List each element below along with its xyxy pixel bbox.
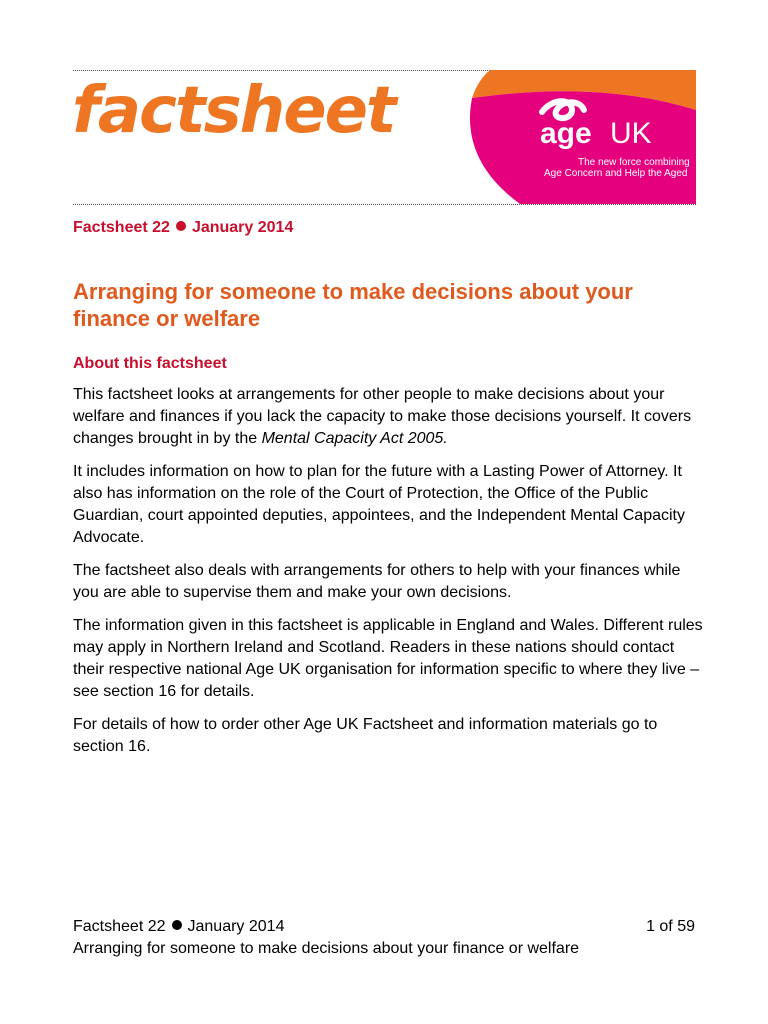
paragraph: The information given in this factsheet is applicable in England and Wales. Different rules may apply in Northern Ireland and Scotland. Readers in these nations should contact their respective national Age UK organisation for information specific to where they live – see section 16 for details. <box>73 617 703 700</box>
factsheet-logo: factsheet <box>72 74 395 148</box>
bullet-dot <box>176 221 186 231</box>
brand-name-uk: UK <box>610 117 652 150</box>
brand-tagline-line2: Age Concern and Help the Aged <box>544 168 688 179</box>
footer-number: Factsheet 22 <box>73 918 166 935</box>
factsheet-date: January 2014 <box>191 219 294 236</box>
body-text <box>73 384 703 769</box>
brand-tagline-line1: The new force combining <box>578 157 690 168</box>
footer-meta <box>73 916 284 938</box>
bullet-dot <box>172 920 182 930</box>
paragraph <box>73 384 703 450</box>
paragraph: It includes information on how to plan for the future with a Lasting Power of Attorney. It also has information on the role of the Court of Protection, the Office of the Public Guardian, court appointed deputies, appointees, and the Independent Mental Capacity Advocate. <box>73 463 685 546</box>
factsheet-meta <box>73 219 293 237</box>
age-uk-brand-panel <box>460 70 696 204</box>
factsheet-number: Factsheet 22 <box>73 219 170 236</box>
footer-row <box>73 916 695 938</box>
footer-date: January 2014 <box>187 918 285 935</box>
act-name: Mental Capacity Act 2005. <box>261 430 448 447</box>
page-number: 1 of 59 <box>646 918 695 935</box>
footer-title: Arranging for someone to make decisions about your finance or welfare <box>73 940 580 957</box>
page-footer <box>73 916 695 960</box>
paragraph-text: This factsheet looks at arrangements for other people to make decisions about your welfare and finances if you lack the capacity to make those decisions yourself. It covers changes brought in by the <box>73 386 692 447</box>
section-heading: About this factsheet <box>73 355 227 372</box>
brand-name-age: age <box>540 117 592 150</box>
document-title: Arranging for someone to make decisions about your finance or welfare <box>73 279 633 331</box>
paragraph: For details of how to order other Age UK Factsheet and information materials go to section 16. <box>73 716 658 755</box>
header-bottom-rule <box>73 204 696 205</box>
paragraph: The factsheet also deals with arrangements for others to help with your finances while you are able to supervise them and make your own decisions. <box>73 562 681 601</box>
